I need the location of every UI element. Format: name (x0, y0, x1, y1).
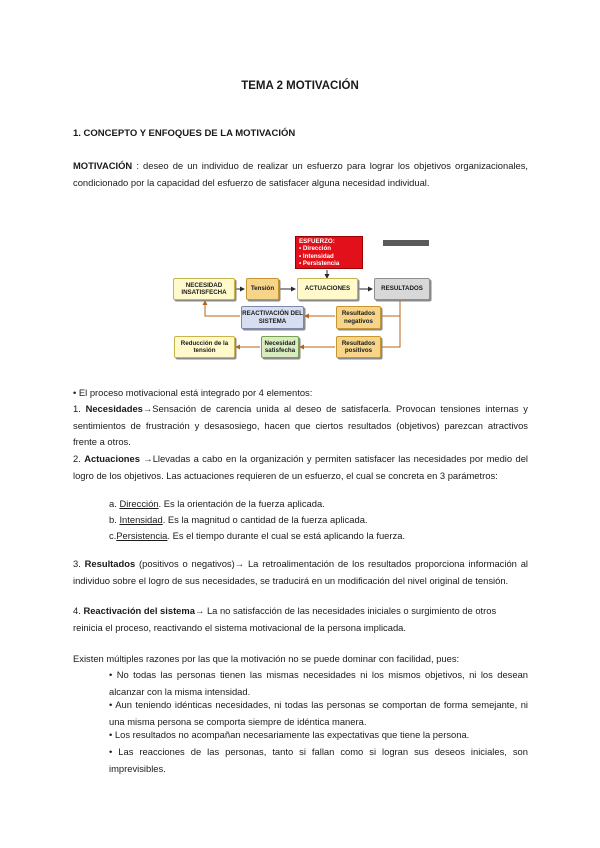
reason-item: • Los resultados no acompañan necesariamente las expectativas que tiene la persona. (109, 729, 470, 740)
actions-box: ACTUACIONES (297, 278, 358, 300)
need-box: NECESIDAD INSATISFECHA (173, 278, 235, 300)
effort-direction: • Dirección (299, 245, 332, 253)
motivacion-term: MOTIVACIÓN (73, 160, 133, 171)
element-reactivation-text: La no satisfacción de las necesidades iniciales o surgimiento de otros reinicia el proceso, reactivando el sistema motivacional de la persona implicada. (73, 605, 497, 633)
reactivation-box: REACTIVACIÓN DEL SISTEMA (241, 306, 304, 329)
param-persistence-prefix: c. (109, 530, 117, 541)
element-actions-num: 2. (73, 453, 81, 464)
reason-item: • Las reacciones de las personas, tanto si fallan como si logran sus deseos iniciales, son imprevisibles. (109, 746, 528, 774)
page-title: TEMA 2 MOTIVACIÓN (241, 80, 359, 92)
element-reactivation-num: 4. (73, 605, 81, 616)
effort-intensity: • Intensidad (299, 252, 334, 260)
param-intensity-term: Intensidad (119, 514, 163, 525)
element-reactivation-term: Reactivación del sistema (83, 605, 195, 616)
effort-title: ESFUERZO: (299, 238, 335, 245)
motivacion-text: : deseo de un individuo de realizar un esfuerzo para lograr los objetivos organizacionales, condicionado por la capacidad del esfuerzo de satisfacer alguna necesidad individual. (73, 160, 529, 188)
element-actions-term: Actuaciones (84, 453, 140, 464)
element-actions-arrow: → (143, 453, 153, 464)
tension-box: Tensión (246, 278, 279, 300)
param-persistence (109, 528, 405, 545)
element-reactivation (73, 603, 528, 636)
element-actions-text: Llevadas a cabo en la organización y permiten satisfacer las necesidades por medio del logro de los objetivos. Las actuaciones requieren de un esfuerzo, el cual se concreta en 3 parámetros: (73, 453, 528, 481)
negative-results-box: Resultados negativos (336, 306, 381, 329)
element-results (73, 556, 528, 589)
param-intensity-text: . Es la magnitud o cantidad de la fuerza aplicada. (162, 514, 368, 525)
param-direction-term: Dirección (119, 498, 159, 509)
element-needs-num: 1. (73, 403, 81, 414)
param-intensity-prefix: b. (109, 514, 120, 525)
element-actions (73, 451, 528, 484)
figure-tag (383, 240, 429, 246)
param-intensity (109, 512, 368, 529)
element-needs-text: Sensación de carencia unida al deseo de satisfacerla. Provocan tensiones internas y sentimientos de frustración y desasosiego, hacen que ciertos resultados (objetivos) parezcan atractivos frente a otros. (73, 403, 528, 448)
effort-box (295, 236, 363, 269)
section-heading: 1. CONCEPTO Y ENFOQUES DE LA MOTIVACIÓN (73, 128, 296, 139)
reason-item: • Aun teniendo idénticas necesidades, ni todas las personas se comportan de forma semejante, ni una misma persona se comporta siempre de idéntica manera. (109, 699, 528, 727)
element-results-text: (positivos o negativos)→ La retroalimentación de los resultados proporciona información al individuo sobre el logro de sus necesidades, se traducirá en un modificación del nivel original de tensión. (73, 558, 528, 586)
param-direction-text: . Es la orientación de la fuerza aplicada. (158, 498, 325, 509)
results-box: RESULTADOS (374, 278, 430, 300)
param-direction (109, 496, 325, 513)
element-needs-term: Necesidades (85, 403, 143, 414)
element-needs (73, 401, 528, 451)
tension-reduction-box: Reducción de la tensión (174, 336, 235, 358)
element-results-term: Resultados (84, 558, 136, 569)
positive-results-box: Resultados positivos (336, 336, 381, 358)
element-needs-arrow: → (142, 403, 153, 414)
param-persistence-text: . Es el tiempo durante el cual se está aplicando la fuerza. (167, 530, 406, 541)
process-intro: • El proceso motivacional está integrado por 4 elementos: (73, 387, 313, 398)
reason-item: • No todas las personas tienen las mismas necesidades ni los mismos objetivos, ni los desean alcanzar con la misma intensidad. (109, 669, 528, 697)
param-direction-prefix: a. (109, 498, 120, 509)
param-persistence-term: Persistencia (116, 530, 168, 541)
satisfied-need-box: Necesidad satisfecha (261, 336, 299, 358)
element-reactivation-arrow: → (194, 605, 205, 616)
reasons-intro: Existen múltiples razones por las que la motivación no se puede dominar con facilidad, pues: (73, 653, 460, 664)
element-results-num: 3. (73, 558, 81, 569)
effort-persistence: • Persistencia (299, 260, 340, 268)
